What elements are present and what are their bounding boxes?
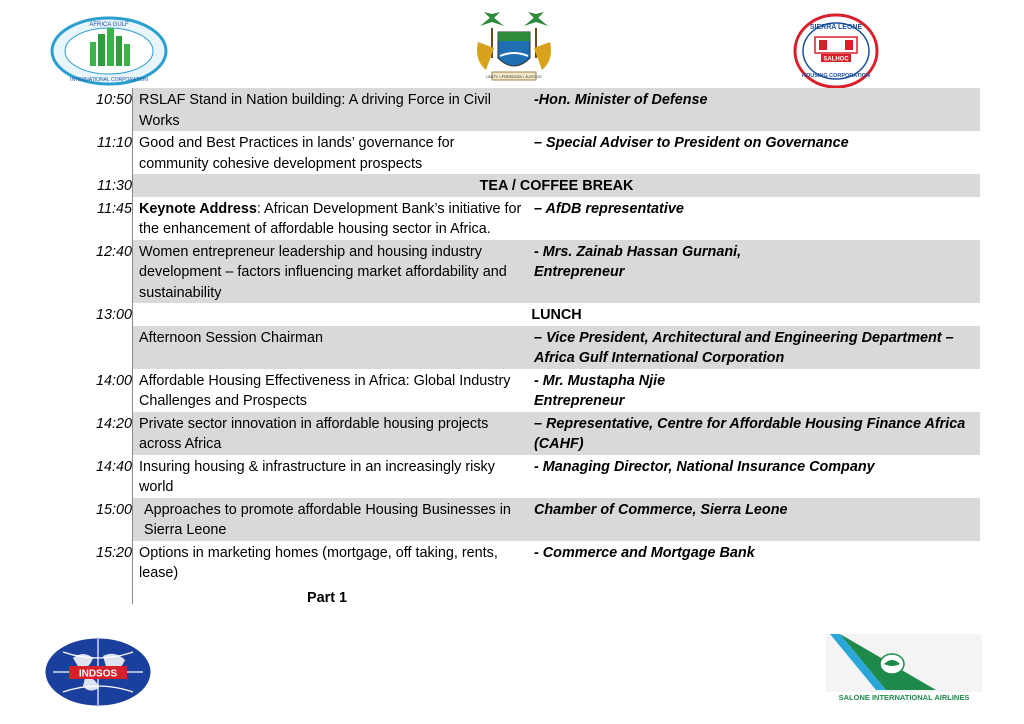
keynote-label: Keynote Address bbox=[139, 200, 257, 217]
session-title: RSLAF Stand in Nation building: A driving Force in Civil Works bbox=[132, 88, 529, 131]
table-row bbox=[80, 498, 980, 541]
time: 15:00 bbox=[95, 501, 132, 518]
time: 11:30 bbox=[97, 178, 132, 194]
break-row bbox=[80, 174, 980, 197]
session-title: Private sector innovation in affordable housing projects across Africa bbox=[132, 412, 529, 455]
svg-text:INDSOS: INDSOS bbox=[78, 668, 118, 680]
speaker: – Representative, Centre for Affordable Housing Finance Africa (CAHF) bbox=[529, 412, 980, 455]
speaker bbox=[529, 240, 980, 304]
speaker: – AfDB representative bbox=[534, 200, 684, 217]
session-title bbox=[132, 197, 529, 240]
session-title: Good and Best Practices in lands’ governance for community cohesive development prospects bbox=[132, 131, 529, 174]
time: 10:50 bbox=[95, 92, 132, 108]
coat-of-arms-logo bbox=[470, 8, 558, 86]
svg-text:SALHOC: SALHOC bbox=[823, 56, 849, 63]
time: 14:20 bbox=[95, 415, 132, 432]
time: 13:00 bbox=[95, 307, 132, 323]
table-row bbox=[80, 197, 980, 240]
speaker: Chamber of Commerce, Sierra Leone bbox=[529, 498, 980, 541]
time bbox=[80, 326, 132, 369]
session-title: Afternoon Session Chairman bbox=[132, 326, 529, 369]
time: 11:10 bbox=[97, 135, 132, 151]
svg-text:INTERNATIONAL CORPORATION: INTERNATIONAL CORPORATION bbox=[70, 77, 148, 83]
speaker-role: Entrepreneur bbox=[534, 393, 625, 409]
session-title-text: : African Development Bank’s initiative for the enhancement of affordable housing sector in Africa. bbox=[139, 200, 522, 237]
svg-text:SALONE INTERNATIONAL AIRLINES: SALONE INTERNATIONAL AIRLINES bbox=[838, 693, 970, 702]
break-row bbox=[80, 303, 980, 326]
indsos-logo bbox=[43, 636, 153, 708]
table-row bbox=[80, 240, 980, 304]
time: 15:20 bbox=[95, 544, 132, 561]
session-title: Affordable Housing Effectiveness in Africa: Global Industry Challenges and Prospects bbox=[132, 369, 529, 412]
table-row bbox=[80, 541, 980, 604]
svg-text:SIERRA LEONE: SIERRA LEONE bbox=[809, 24, 863, 31]
table-row bbox=[80, 412, 980, 455]
table-row bbox=[80, 369, 980, 412]
time: 12:40 bbox=[95, 243, 132, 260]
speaker: - Managing Director, National Insurance Company bbox=[534, 458, 875, 475]
africa-gulf-logo bbox=[50, 16, 168, 86]
time: 14:00 bbox=[95, 372, 132, 389]
session-title: Insuring housing & infrastructure in an increasingly risky world bbox=[132, 455, 529, 498]
salhoc-logo bbox=[793, 13, 879, 89]
speaker-name: - Mrs. Zainab Hassan Gurnani, bbox=[534, 243, 742, 260]
svg-text:AFRICA GULF: AFRICA GULF bbox=[89, 22, 129, 28]
speaker: – Special Adviser to President on Governance bbox=[534, 135, 849, 151]
session-title: Options in marketing homes (mortgage, off taking, rents, lease) bbox=[132, 541, 529, 604]
part-label: Part 1 bbox=[307, 590, 347, 606]
session-title: Approaches to promote affordable Housing Businesses in Sierra Leone bbox=[132, 498, 529, 541]
time: 14:40 bbox=[95, 458, 132, 475]
speaker: -Hon. Minister of Defense bbox=[529, 88, 980, 131]
session-title: Women entrepreneur leadership and housing industry development – factors influencing market affordability and sustainability bbox=[132, 240, 529, 304]
time: 11:45 bbox=[97, 200, 132, 217]
speaker: – Vice President, Architectural and Engineering Department – Africa Gulf International Corporation bbox=[529, 326, 980, 369]
speaker: - Commerce and Mortgage Bank bbox=[534, 544, 755, 561]
svg-text:HOUSING CORPORATION: HOUSING CORPORATION bbox=[801, 73, 871, 79]
speaker-role: Entrepreneur bbox=[534, 264, 625, 280]
speaker-name: - Mr. Mustapha Njie bbox=[534, 372, 666, 389]
table-row bbox=[80, 326, 980, 369]
schedule-table bbox=[80, 88, 980, 604]
salone-airlines-logo bbox=[826, 634, 982, 704]
svg-text:UNITY • FREEDOM • JUSTICE: UNITY • FREEDOM • JUSTICE bbox=[486, 74, 542, 79]
table-row bbox=[80, 455, 980, 498]
break-label: LUNCH bbox=[132, 303, 980, 326]
break-label: TEA / COFFEE BREAK bbox=[132, 174, 980, 197]
table-row bbox=[80, 88, 980, 131]
table-row bbox=[80, 131, 980, 174]
speaker bbox=[529, 369, 980, 412]
